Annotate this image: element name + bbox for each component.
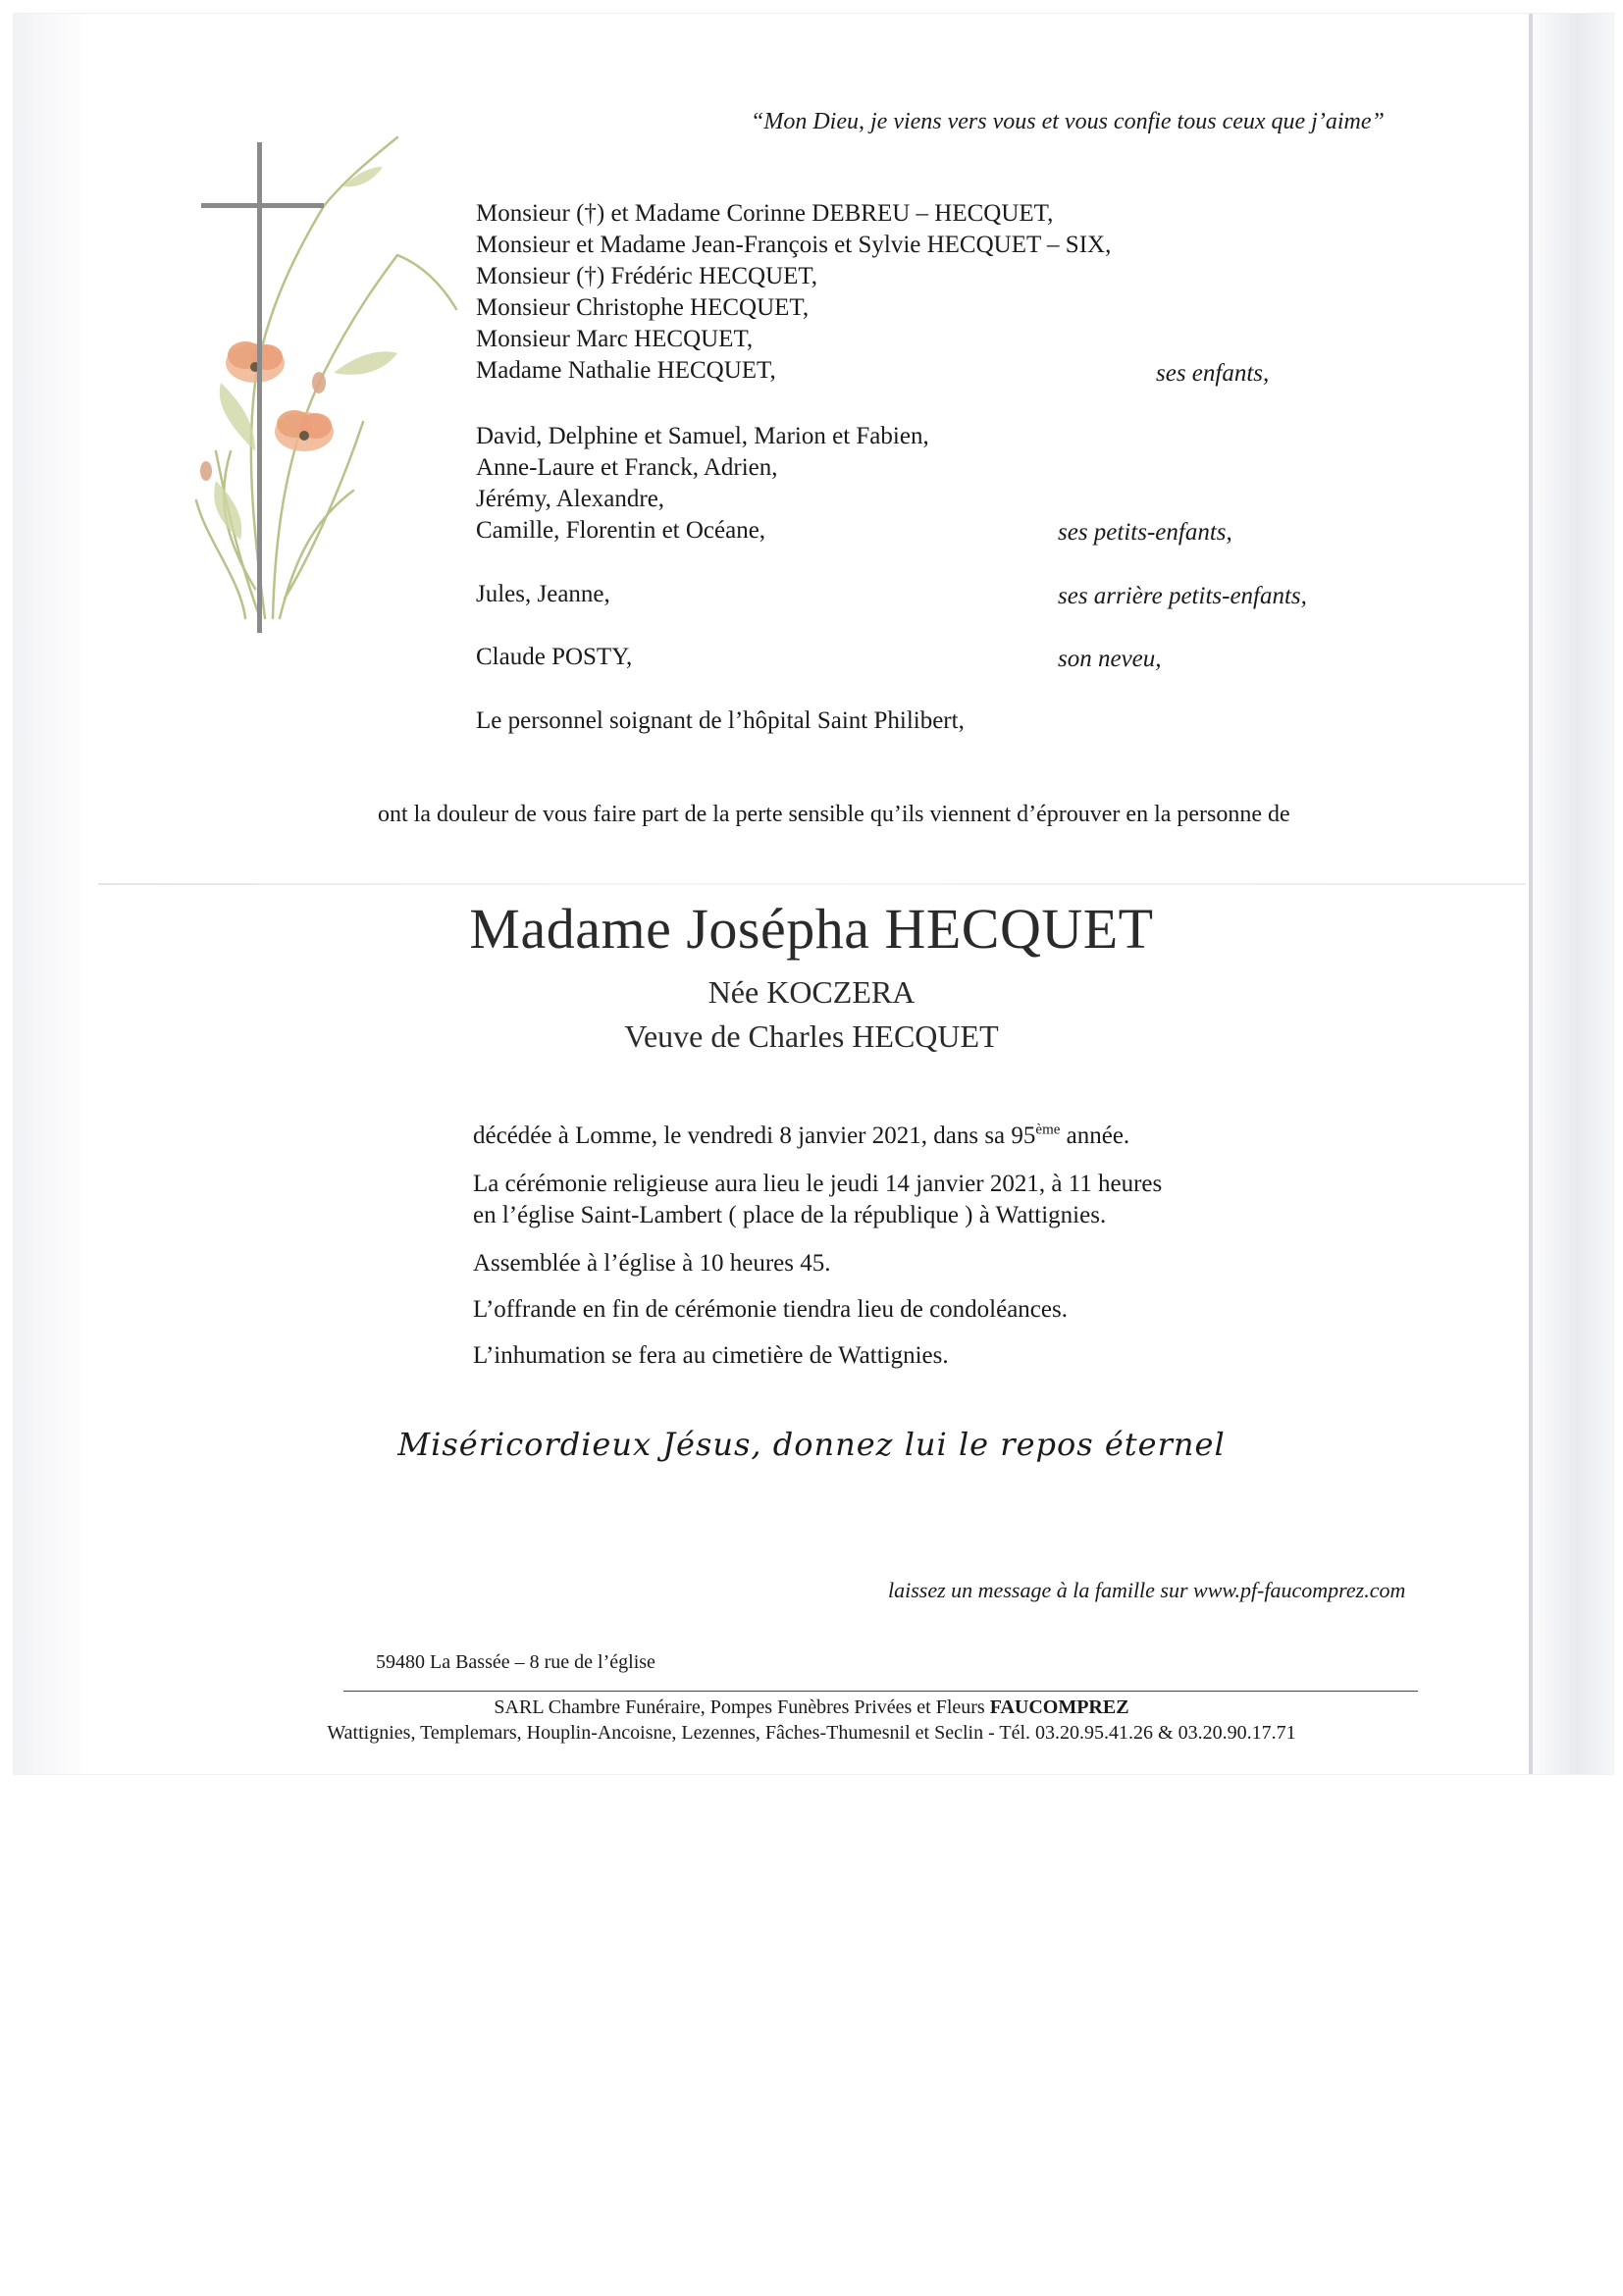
footer-company-name: FAUCOMPREZ xyxy=(989,1696,1129,1718)
footer-company xyxy=(0,1697,1623,1717)
child-line-5: Monsieur Marc HECQUET, xyxy=(476,326,754,352)
death-notice-suffix: année. xyxy=(1060,1122,1130,1149)
grandchild-line-3: Jérémy, Alexandre, xyxy=(476,486,665,512)
death-notice-prefix: décédée à Lomme, le vendredi 8 janvier 2021, dans sa 95 xyxy=(473,1122,1036,1149)
footer-divider xyxy=(343,1691,1418,1692)
grandchildren-role: ses petits-enfants, xyxy=(1058,519,1232,546)
great-grandchildren-role: ses arrière petits-enfants, xyxy=(1058,583,1307,609)
great-grandchildren: Jules, Jeanne, xyxy=(476,581,610,607)
sheet-shadow-left xyxy=(14,14,92,1774)
offering-note: L’offrande en fin de cérémonie tiendra lieu de condoléances. xyxy=(473,1296,1068,1323)
sheet-edge-line xyxy=(1529,14,1533,1774)
child-line-6: Madame Nathalie HECQUET, xyxy=(476,357,776,384)
sheet-shadow-right xyxy=(1526,14,1613,1774)
assembly-time: Assemblée à l’église à 10 heures 45. xyxy=(473,1250,831,1277)
children-role: ses enfants, xyxy=(1156,360,1270,387)
burial-note: L’inhumation se fera au cimetière de Wattignies. xyxy=(473,1342,949,1369)
closing-prayer: Miséricordieux Jésus, donnez lui le repos éternel xyxy=(397,1426,1226,1463)
child-line-4: Monsieur Christophe HECQUET, xyxy=(476,294,810,321)
death-notice xyxy=(473,1123,1129,1148)
footer-company-prefix: SARL Chambre Funéraire, Pompes Funèbres Privées et Fleurs xyxy=(494,1696,990,1718)
maiden-name: Née KOCZERA xyxy=(707,974,916,1010)
ceremony-line-1: La cérémonie religieuse aura lieu le jeudi 14 janvier 2021, à 11 heures xyxy=(473,1171,1163,1197)
child-line-2: Monsieur et Madame Jean-François et Sylvie HECQUET – SIX, xyxy=(476,232,1112,258)
grandchild-line-4: Camille, Florentin et Océane, xyxy=(476,517,766,544)
grandchild-line-2: Anne-Laure et Franck, Adrien, xyxy=(476,454,778,481)
ceremony-line-2: en l’église Saint-Lambert ( place de la république ) à Wattignies. xyxy=(473,1202,1107,1228)
footer-address: 59480 La Bassée – 8 rue de l’église xyxy=(376,1651,655,1673)
death-notice-ordinal: ème xyxy=(1035,1122,1061,1138)
announcement: ont la douleur de vous faire part de la perte sensible qu’ils viennent d’éprouver en la personne de xyxy=(378,802,1290,827)
widow-of: Veuve de Charles HECQUET xyxy=(624,1018,999,1054)
child-line-1: Monsieur (†) et Madame Corinne DEBREU – HECQUET, xyxy=(476,200,1054,227)
deceased-name: Madame Josépha HECQUET xyxy=(469,897,1154,961)
fold-line xyxy=(98,883,1526,885)
website-note: laissez un message à la famille sur www.pf-faucomprez.com xyxy=(888,1578,1406,1602)
care-staff: Le personnel soignant de l’hôpital Saint Philibert, xyxy=(476,707,965,734)
footer-locations: Wattignies, Templemars, Houplin-Ancoisne, Lezennes, Fâches-Thumesnil et Seclin - Tél. 03.20.95.41.26 & 03.20.90.17.71 xyxy=(327,1722,1296,1744)
nephew-role: son neveu, xyxy=(1058,646,1162,672)
child-line-3: Monsieur (†) Frédéric HECQUET, xyxy=(476,263,818,289)
cross-with-poppies-icon xyxy=(186,128,481,638)
nephew: Claude POSTY, xyxy=(476,644,633,670)
grandchild-line-1: David, Delphine et Samuel, Marion et Fabien, xyxy=(476,423,929,449)
opening-quote: “Mon Dieu, je viens vers vous et vous confie tous ceux que j’aime” xyxy=(751,109,1385,134)
